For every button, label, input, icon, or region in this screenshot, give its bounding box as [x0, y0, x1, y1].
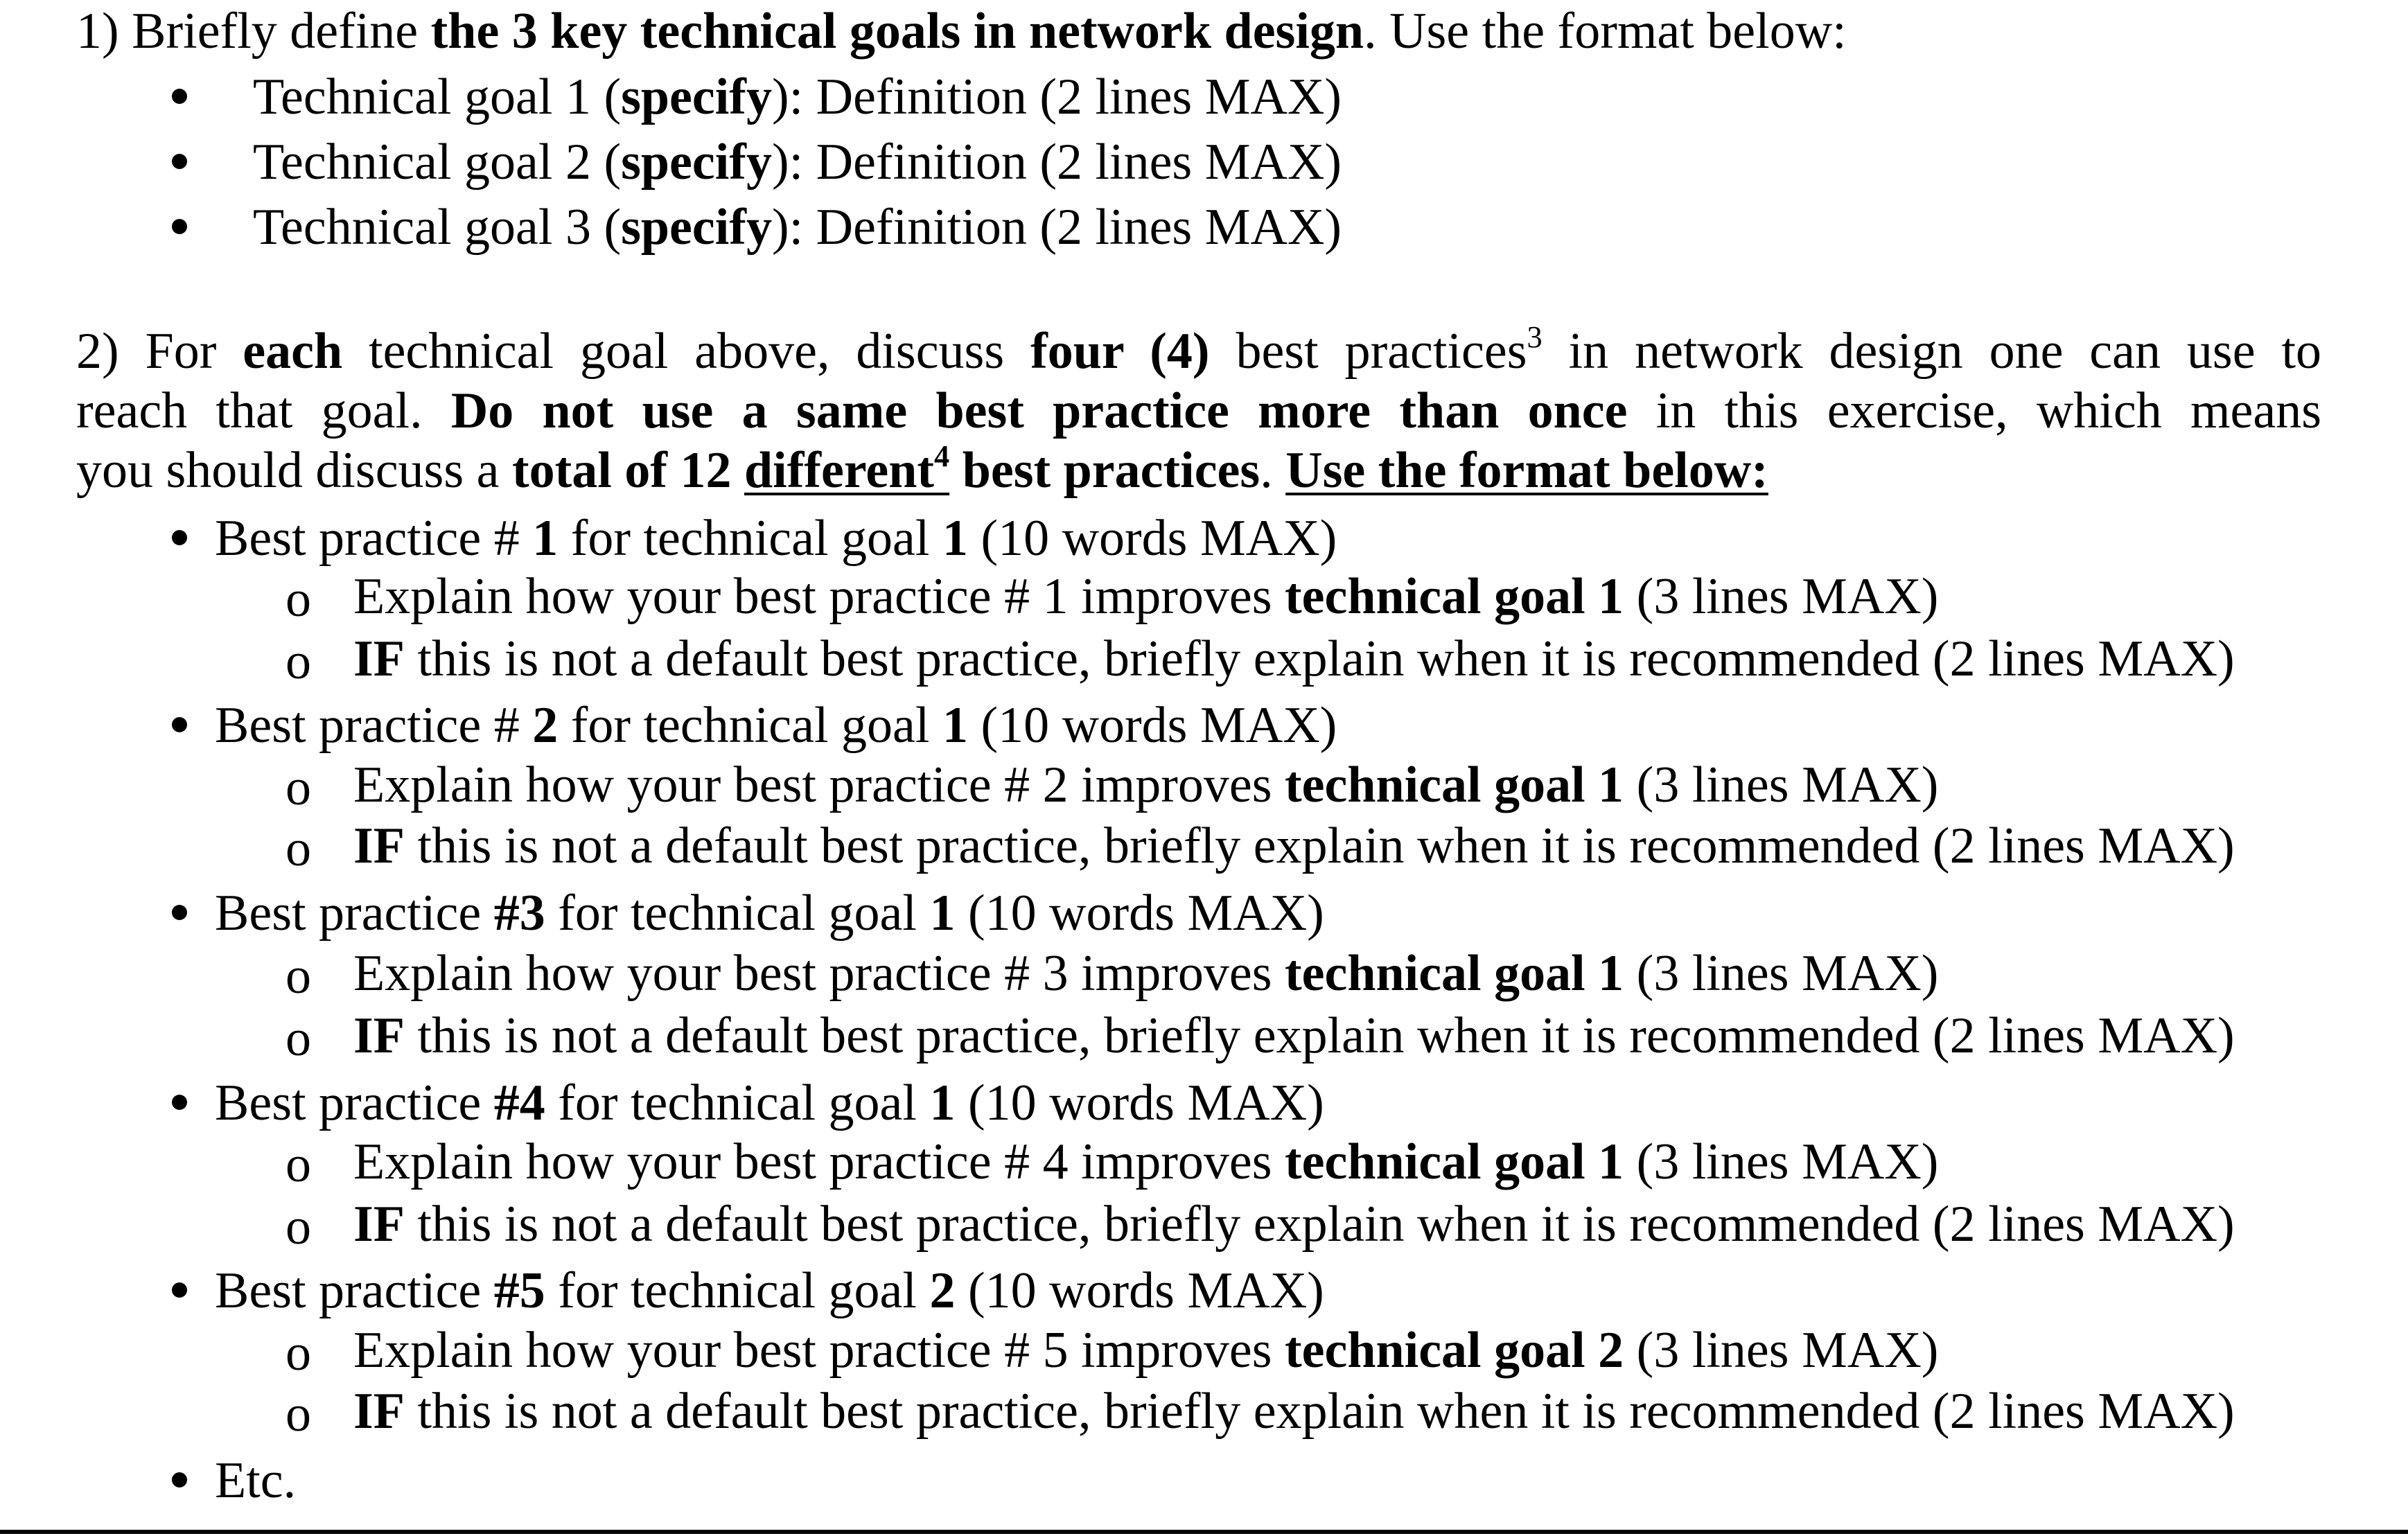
practice-text: Best practice	[215, 1262, 494, 1319]
explain-text: (3 lines MAX)	[1624, 1322, 1939, 1379]
q2-bold: total of 12	[512, 442, 744, 499]
practice-goal: 1	[942, 510, 968, 567]
q1-item-bold: specify	[621, 199, 772, 256]
explain-text: Explain how your best practice # 5 improves	[353, 1322, 1285, 1379]
practice-text: (10 words MAX)	[967, 697, 1337, 754]
circle-bullet-icon: o	[285, 633, 311, 690]
explain-bold: technical goal 1	[1285, 1133, 1624, 1190]
q2-intro-line-3	[76, 438, 1768, 499]
q1-item-tail: ): Definition (2 lines MAX)	[771, 69, 1342, 125]
practice-heading	[215, 885, 1324, 942]
explain-text: (3 lines MAX)	[1624, 568, 1939, 625]
if-bold: IF	[353, 630, 405, 687]
if-text: this is not a default best practice, briefly explain when it is recommended (2 lines MAX)	[405, 1383, 2235, 1440]
q1-item-bold: specify	[621, 134, 772, 191]
q1-intro	[76, 3, 1847, 60]
q1-item-text: Technical goal 3 (	[253, 199, 622, 256]
practice-goal: 1	[929, 1075, 956, 1131]
q2-text: in this exercise, which means	[1627, 382, 2321, 439]
page-bottom-border	[0, 1530, 2408, 1534]
practice-explain	[353, 759, 1938, 811]
q2-intro-line-2	[76, 382, 2321, 439]
q2-format-heading: Use the format below:	[1285, 442, 1768, 499]
practice-number: #3	[493, 885, 545, 942]
practice-text: for technical goal	[545, 1262, 930, 1319]
practice-explain	[353, 1322, 1939, 1379]
if-bold: IF	[353, 818, 405, 874]
explain-bold: technical goal 2	[1285, 1322, 1624, 1379]
explain-text: (3 lines MAX)	[1624, 1133, 1939, 1190]
q2-bold: four (4)	[1030, 323, 1210, 380]
practice-text: Best practice	[215, 885, 494, 942]
explain-bold: technical goal 1	[1285, 945, 1624, 1002]
practice-if	[353, 1383, 2235, 1440]
practice-text: (10 words MAX)	[955, 1262, 1324, 1319]
practice-text: for technical goal	[545, 1075, 930, 1131]
practice-explain	[353, 568, 1939, 625]
q2-text: 2) For	[76, 323, 243, 380]
practice-text: Best practice #	[215, 510, 533, 567]
practice-if	[353, 1007, 2235, 1064]
q1-item-bold: specify	[621, 69, 772, 125]
circle-bullet-icon: o	[285, 1199, 311, 1255]
circle-bullet-icon: o	[285, 1386, 311, 1442]
q1-item-tail: ): Definition (2 lines MAX)	[771, 199, 1342, 256]
practice-number: #4	[493, 1075, 545, 1131]
q1-intro-bold: the 3 key technical goals in network design	[430, 3, 1364, 60]
if-text: this is not a default best practice, briefly explain when it is recommended (2 lines MAX)	[405, 1007, 2235, 1064]
q2-bold: Do not use a same best practice more than once	[450, 382, 1628, 439]
if-bold: IF	[353, 1196, 405, 1253]
circle-bullet-icon: o	[285, 948, 311, 1005]
explain-text: Explain how your best practice # 2 improves	[353, 757, 1285, 813]
practice-if	[353, 1196, 2235, 1253]
q2-bold: best practices	[949, 442, 1260, 499]
explain-bold: technical goal 1	[1285, 757, 1624, 813]
practice-text: for technical goal	[558, 697, 942, 754]
if-text: this is not a default best practice, briefly explain when it is recommended (2 lines MAX)	[405, 630, 2235, 687]
bullet-icon	[172, 1095, 187, 1110]
q1-item-text: Technical goal 2 (	[253, 134, 622, 191]
practice-if	[353, 630, 2235, 687]
q2-underlined-word: different	[744, 442, 934, 499]
footnote-ref: 3	[1527, 319, 1543, 354]
practice-text: (10 words MAX)	[967, 510, 1337, 567]
circle-bullet-icon: o	[285, 759, 311, 816]
practice-goal: 1	[942, 697, 968, 754]
practice-goal: 2	[929, 1262, 956, 1319]
q2-text: you should discuss a	[76, 442, 512, 499]
bullet-icon	[172, 1282, 187, 1298]
bullet-icon	[172, 154, 187, 169]
q1-intro-text: 1) Briefly define	[76, 3, 431, 60]
explain-text: (3 lines MAX)	[1624, 945, 1939, 1002]
circle-bullet-icon: o	[285, 820, 311, 877]
explain-bold: technical goal 1	[1285, 568, 1624, 625]
q1-intro-tail: . Use the format below:	[1364, 3, 1847, 60]
etc-item: Etc.	[215, 1452, 297, 1509]
q2-text: reach that goal.	[76, 382, 451, 439]
q1-item-tail: ): Definition (2 lines MAX)	[771, 134, 1342, 191]
q2-bold-underlined	[744, 438, 950, 499]
circle-bullet-icon: o	[285, 1325, 311, 1381]
q1-item-3	[253, 199, 1342, 256]
q2-text: .	[1260, 442, 1286, 499]
q1-item-1	[253, 71, 1342, 123]
practice-explain	[353, 945, 1939, 1002]
q2-text: technical goal above, discuss	[342, 323, 1031, 380]
q2-bold: each	[243, 323, 343, 380]
if-bold: IF	[353, 1007, 405, 1064]
practice-number: #5	[493, 1262, 545, 1319]
explain-text: (3 lines MAX)	[1624, 757, 1939, 813]
practice-text: for technical goal	[545, 885, 930, 942]
bullet-icon	[172, 905, 187, 920]
practice-goal: 1	[929, 885, 956, 942]
if-bold: IF	[353, 1383, 405, 1440]
practice-explain	[353, 1133, 1939, 1190]
practice-text: for technical goal	[558, 510, 942, 567]
if-text: this is not a default best practice, briefly explain when it is recommended (2 lines MAX)	[405, 818, 2235, 874]
practice-text: (10 words MAX)	[955, 885, 1324, 942]
bullet-icon	[172, 219, 187, 234]
q2-text: best practices	[1209, 323, 1527, 380]
bullet-icon	[172, 530, 187, 545]
practice-heading	[215, 1077, 1324, 1129]
q2-text: in network design one can use to	[1542, 323, 2322, 380]
practice-number: 2	[532, 697, 559, 754]
bullet-icon	[172, 1472, 187, 1488]
practice-heading	[215, 697, 1337, 754]
explain-text: Explain how your best practice # 4 improves	[353, 1133, 1285, 1190]
explain-text: Explain how your best practice # 3 improves	[353, 945, 1285, 1002]
circle-bullet-icon: o	[285, 1010, 311, 1067]
bullet-icon	[172, 89, 187, 104]
circle-bullet-icon: o	[285, 1136, 311, 1193]
if-text: this is not a default best practice, briefly explain when it is recommended (2 lines MAX)	[405, 1196, 2235, 1253]
bullet-icon	[172, 717, 187, 732]
practice-text: Best practice	[215, 1075, 494, 1131]
practice-heading	[215, 510, 1337, 567]
q1-item-text: Technical goal 1 (	[253, 69, 622, 125]
practice-heading	[215, 1262, 1324, 1319]
circle-bullet-icon: o	[285, 571, 311, 628]
q1-item-2	[253, 134, 1342, 191]
explain-text: Explain how your best practice # 1 improves	[353, 568, 1285, 625]
practice-number: 1	[532, 510, 559, 567]
q2-intro-line-1	[76, 319, 2322, 380]
practice-if	[353, 820, 2235, 872]
practice-text: (10 words MAX)	[955, 1075, 1324, 1131]
practice-text: Best practice #	[215, 697, 533, 754]
footnote-ref: 4	[934, 438, 950, 473]
